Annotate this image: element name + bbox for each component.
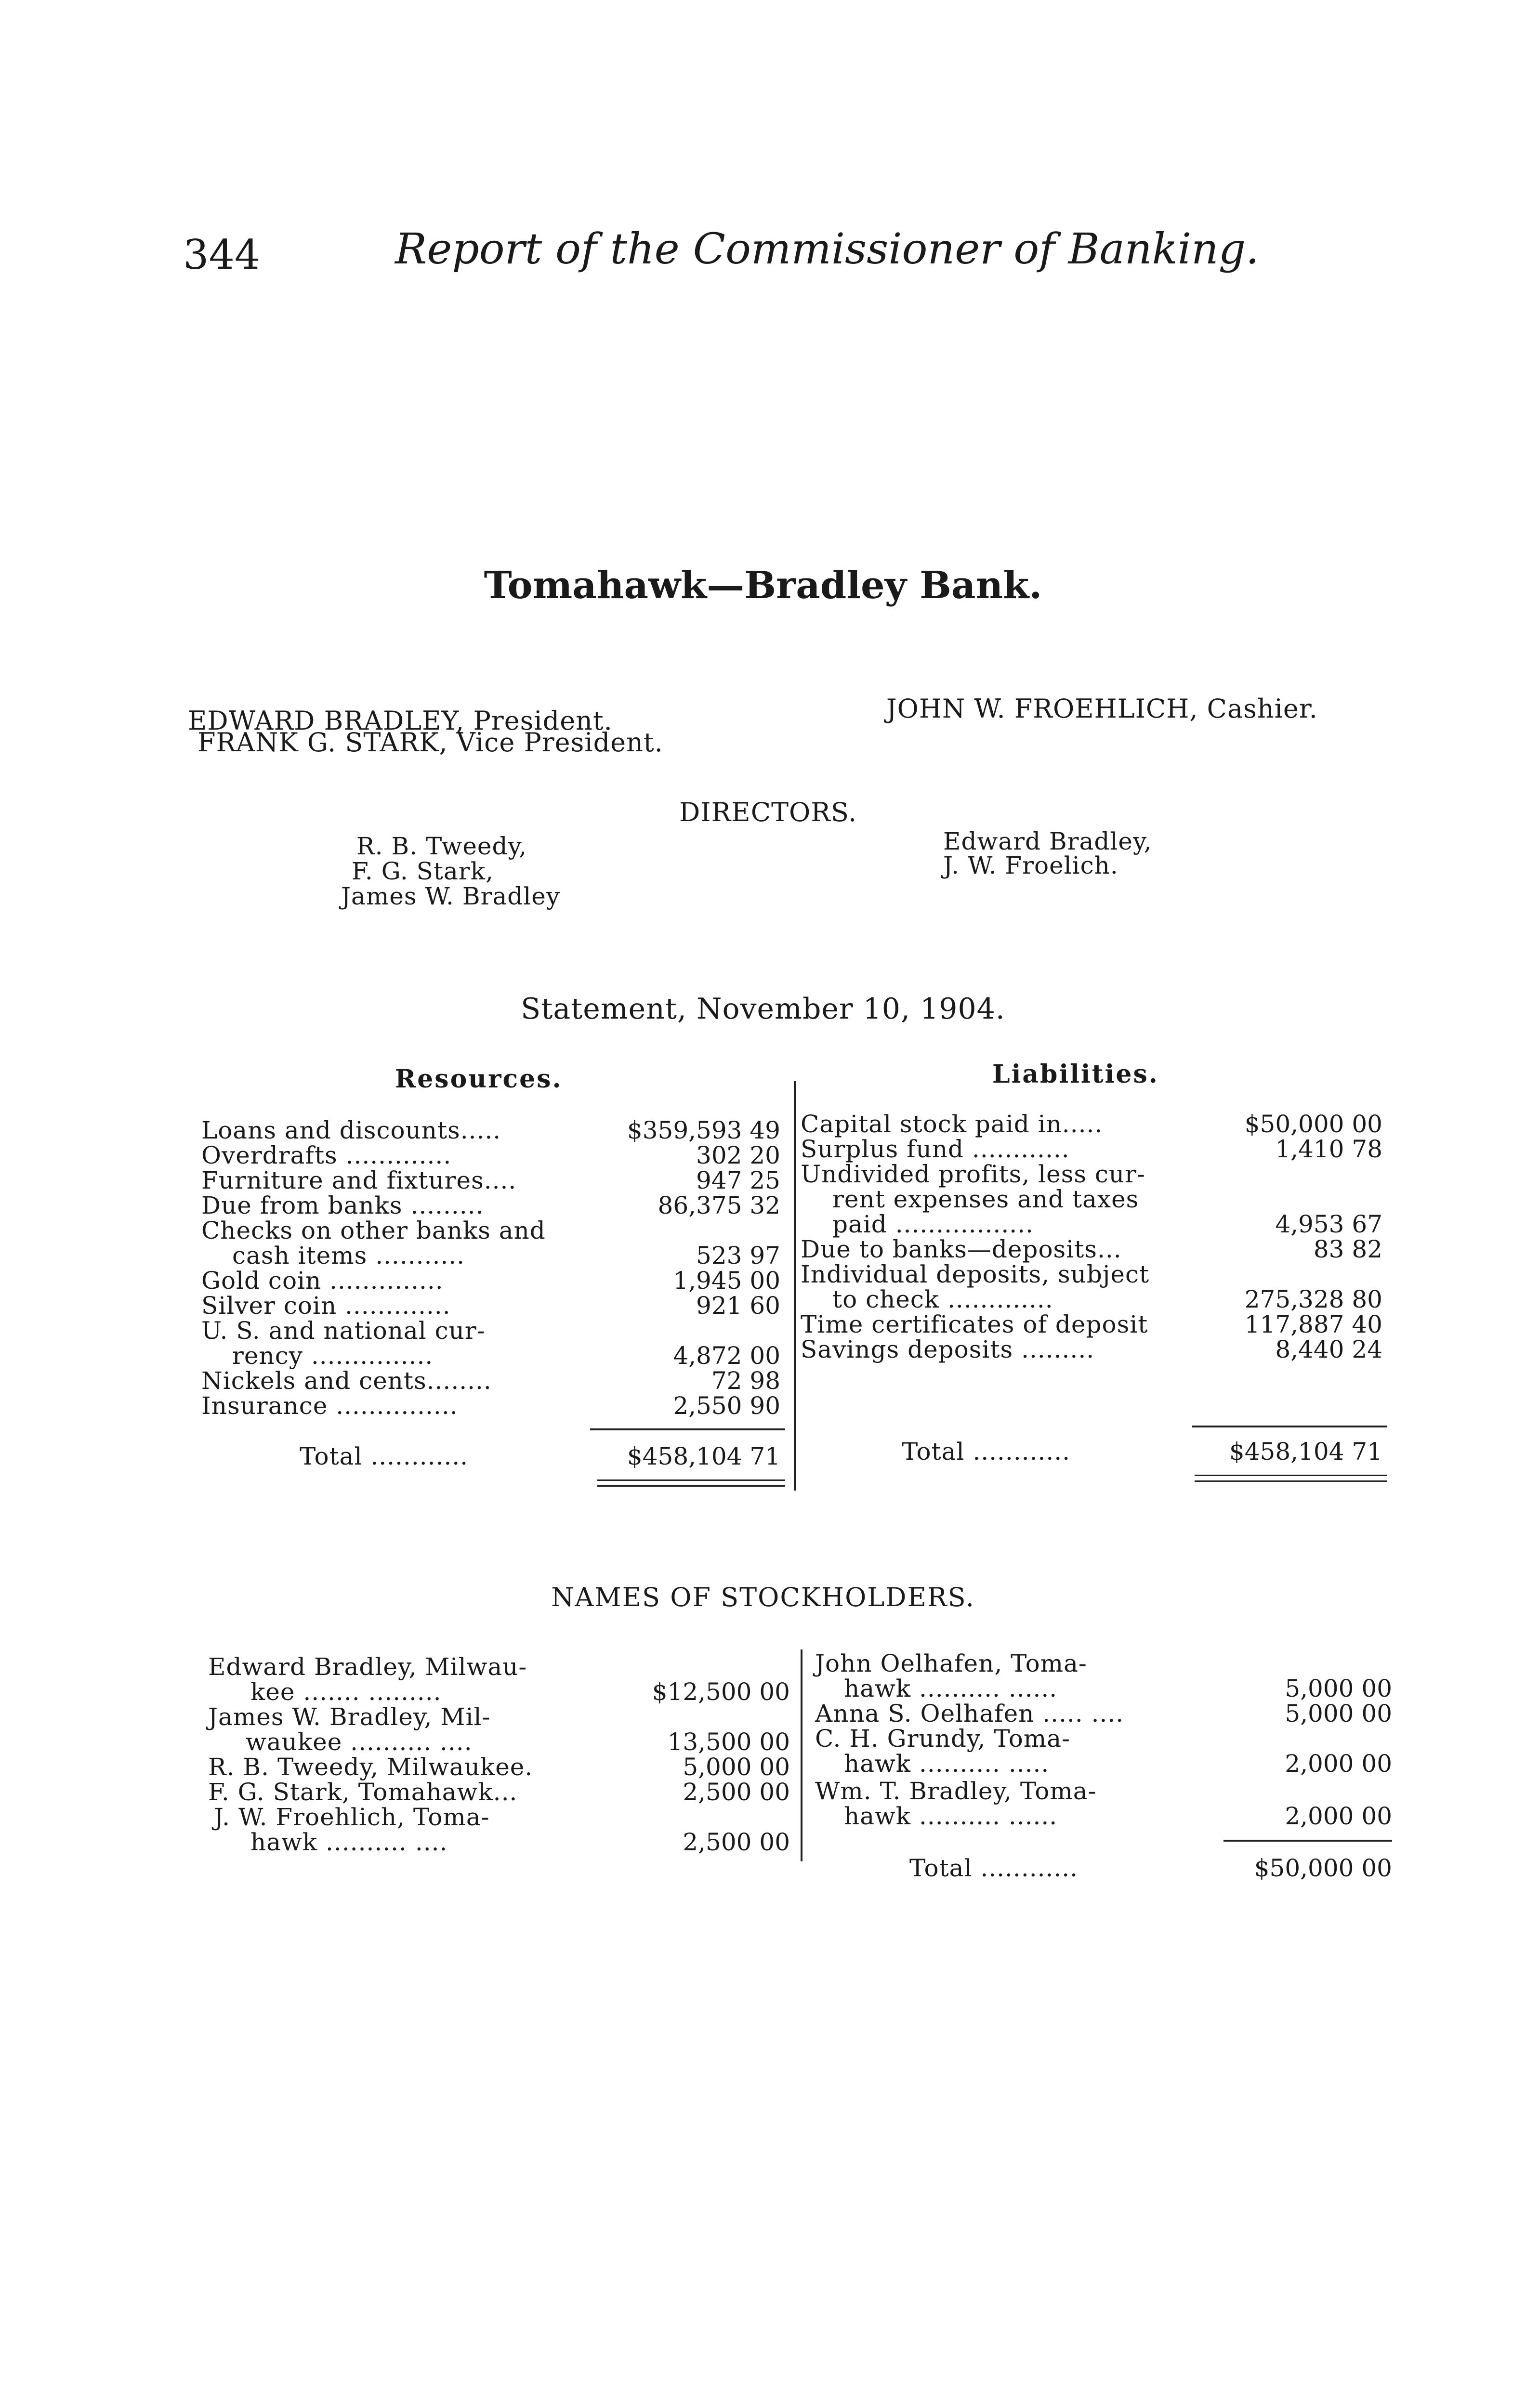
stockholder-amount: 2,500 00 xyxy=(683,1778,790,1806)
resource-label: Gold coin .............. xyxy=(201,1267,444,1295)
double-rule xyxy=(597,1485,785,1487)
director-name: James W. Bradley xyxy=(341,882,561,910)
resource-label: U. S. and national cur- xyxy=(201,1317,486,1345)
liability-label: Undivided profits, less cur- xyxy=(801,1160,1145,1188)
double-rule xyxy=(1195,1480,1387,1482)
directors-heading: DIRECTORS. xyxy=(679,797,857,827)
total-rule xyxy=(1223,1840,1392,1842)
stockholder-label: R. B. Tweedy, Milwaukee. xyxy=(208,1753,533,1781)
double-rule xyxy=(1195,1475,1387,1476)
resource-label: rency ............... xyxy=(232,1342,434,1370)
officer-president: EDWARD BRADLEY, President. xyxy=(188,706,613,736)
resource-label: Furniture and fixtures.... xyxy=(201,1166,517,1194)
stockholder-label: John Oelhafen, Toma- xyxy=(815,1649,1087,1677)
stockholder-label: C. H. Grundy, Toma- xyxy=(815,1725,1070,1753)
resource-amount: 523 97 xyxy=(696,1242,780,1269)
director-name: R. B. Tweedy, xyxy=(356,832,527,860)
liability-label: Surplus fund ............ xyxy=(801,1135,1070,1163)
liabilities-total-label: Total ............ xyxy=(902,1438,1071,1466)
stockholder-label: F. G. Stark, Tomahawk... xyxy=(208,1778,518,1806)
liability-amount: 275,328 80 xyxy=(1244,1285,1382,1313)
liabilities-total-amount: $458,104 71 xyxy=(1229,1438,1382,1466)
double-rule xyxy=(597,1479,785,1481)
stockholders-total-label: Total ............ xyxy=(909,1854,1079,1882)
page-number: 344 xyxy=(183,231,261,278)
stockholder-amount: 13,500 00 xyxy=(667,1728,790,1756)
director-name: F. G. Stark, xyxy=(352,857,494,885)
liability-label: Savings deposits ......... xyxy=(801,1335,1095,1363)
resource-label: Checks on other banks and xyxy=(201,1217,546,1244)
bank-title: Tomahawk—Bradley Bank. xyxy=(484,563,1042,607)
resource-amount: 921 60 xyxy=(696,1292,780,1320)
resource-amount: $359,593 49 xyxy=(627,1116,780,1144)
stockholders-total-amount: $50,000 00 xyxy=(1254,1854,1392,1882)
resource-amount: 947 25 xyxy=(696,1166,780,1194)
liability-label: rent expenses and taxes xyxy=(832,1185,1139,1213)
stockholders-heading: NAMES OF STOCKHOLDERS. xyxy=(551,1582,975,1612)
resources-heading: Resources. xyxy=(395,1064,563,1094)
resources-total-amount: $458,104 71 xyxy=(627,1442,780,1470)
stockholder-label: hawk .......... ...... xyxy=(844,1675,1058,1702)
stockholder-label: hawk .......... ...... xyxy=(844,1802,1058,1830)
total-rule xyxy=(590,1428,785,1430)
liabilities-heading: Liabilities. xyxy=(992,1060,1159,1089)
director-name: Edward Bradley, xyxy=(943,827,1152,855)
resource-label: Overdrafts ............. xyxy=(201,1141,452,1169)
officer-cashier: JOHN W. FROEHLICH, Cashier. xyxy=(886,694,1318,724)
liability-label: paid ................. xyxy=(832,1210,1034,1238)
running-title: Report of the Commissioner of Banking. xyxy=(395,224,1260,274)
stockholder-label: hawk .......... ..... xyxy=(844,1750,1050,1778)
resource-label: Silver coin ............. xyxy=(201,1292,451,1320)
resource-amount: 1,945 00 xyxy=(673,1267,780,1295)
liability-amount: 4,953 67 xyxy=(1275,1210,1382,1238)
stockholder-amount: 2,500 00 xyxy=(683,1828,790,1856)
stockholder-amount: 2,000 00 xyxy=(1285,1750,1392,1778)
liability-amount: 8,440 24 xyxy=(1275,1335,1382,1363)
stockholder-amount: 5,000 00 xyxy=(1285,1675,1392,1702)
resource-label: Loans and discounts..... xyxy=(201,1116,501,1144)
stockholder-amount: 5,000 00 xyxy=(1285,1700,1392,1727)
liability-label: Individual deposits, subject xyxy=(801,1260,1150,1288)
resource-amount: 86,375 32 xyxy=(658,1191,780,1219)
liability-amount: 117,887 40 xyxy=(1244,1310,1382,1338)
liability-label: Due to banks—deposits... xyxy=(801,1235,1122,1263)
column-divider xyxy=(794,1081,796,1491)
resource-label: Insurance ............... xyxy=(201,1392,458,1420)
total-rule xyxy=(1192,1426,1387,1427)
stockholder-label: hawk .......... .... xyxy=(250,1828,448,1856)
stockholder-amount: 5,000 00 xyxy=(683,1753,790,1781)
liability-amount: 1,410 78 xyxy=(1275,1135,1382,1163)
liability-amount: $50,000 00 xyxy=(1244,1110,1382,1138)
director-name: J. W. Froelich. xyxy=(943,851,1118,879)
resource-amount: 302 20 xyxy=(696,1141,780,1169)
statement-date: Statement, November 10, 1904. xyxy=(521,992,1005,1026)
resource-label: Due from banks ......... xyxy=(201,1191,484,1219)
liability-label: Capital stock paid in..... xyxy=(801,1110,1103,1138)
resource-amount: 4,872 00 xyxy=(673,1342,780,1370)
stockholder-label: kee ....... ......... xyxy=(250,1678,442,1706)
resources-total-label: Total ............ xyxy=(300,1442,469,1470)
liability-amount: 83 82 xyxy=(1313,1235,1382,1263)
stockholder-amount: $12,500 00 xyxy=(652,1678,790,1706)
stockholder-label: J. W. Froehlich, Toma- xyxy=(214,1803,490,1831)
resource-amount: 2,550 90 xyxy=(673,1392,780,1420)
stockholder-amount: 2,000 00 xyxy=(1285,1802,1392,1830)
officer-vice-president: FRANK G. STARK, Vice President. xyxy=(197,727,663,758)
resource-label: cash items ........... xyxy=(232,1242,465,1269)
resource-amount: 72 98 xyxy=(711,1367,780,1395)
resource-label: Nickels and cents........ xyxy=(201,1367,492,1395)
stockholder-label: Anna S. Oelhafen ..... .... xyxy=(815,1700,1124,1727)
stockholder-label: Edward Bradley, Milwau- xyxy=(208,1653,527,1681)
stockholder-label: Wm. T. Bradley, Toma- xyxy=(815,1777,1097,1805)
liability-label: to check ............. xyxy=(832,1285,1053,1313)
stockholder-label: waukee .......... .... xyxy=(246,1728,473,1756)
stockholder-label: James W. Bradley, Mil- xyxy=(208,1703,491,1731)
liability-label: Time certificates of deposit xyxy=(801,1310,1148,1338)
column-divider xyxy=(801,1649,802,1861)
